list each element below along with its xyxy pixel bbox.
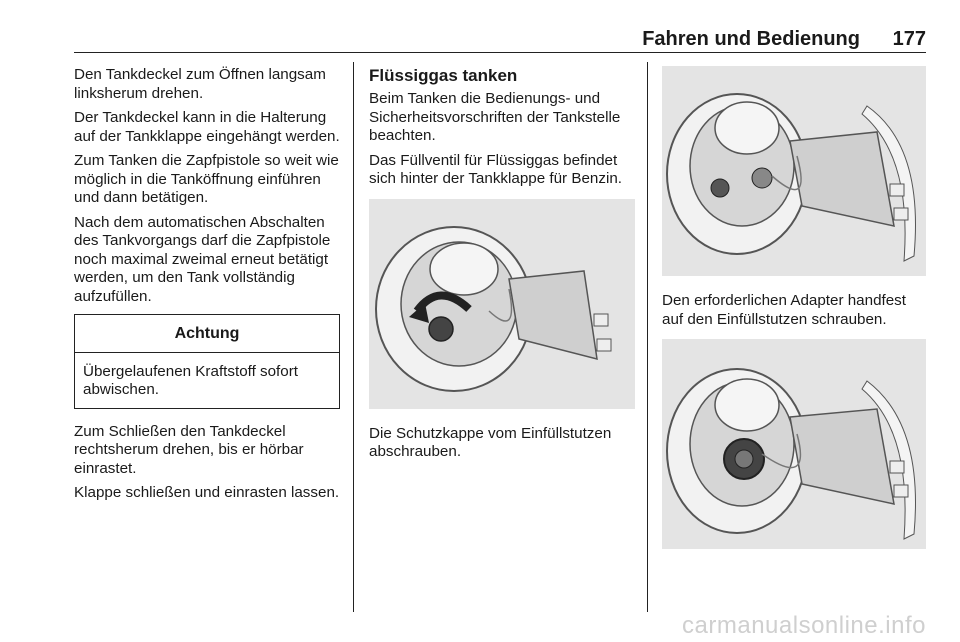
paragraph: Zum Schließen den Tankdeckel rechtsherum drehen, bis er hörbar einrastet. bbox=[74, 422, 304, 477]
column-divider-2 bbox=[647, 62, 648, 612]
figure-caption: Den erforderlichen Adapter handfest auf den Einfüllstutzen schrauben. bbox=[662, 292, 907, 328]
paragraph: Zum Tanken die Zapfpistole so weit wie möglich in die Tanköffnung einführen und dann betätigen. bbox=[74, 152, 339, 206]
paragraph: Der Tankdeckel kann in die Halterung auf der Tankklappe eingehängt werden. bbox=[74, 109, 340, 145]
paragraph: Nach dem automatischen Abschalten des Tankvorgangs darf die Zapfpistole noch maximal zweimal erneut betätigt werden, um den Tank vollständig aufzufüllen. bbox=[74, 213, 331, 305]
figure-adapter bbox=[662, 339, 926, 549]
figure-remove-cap bbox=[369, 199, 635, 409]
left-column bbox=[74, 66, 340, 509]
fuel-flap-cap-illustration bbox=[369, 199, 631, 409]
paragraph: Beim Tanken die Bedienungs- und Sicherheitsvorschriften der Tankstelle beachten. bbox=[369, 90, 621, 144]
section-heading: Flüssiggas tanken bbox=[369, 66, 518, 85]
paragraph: Klappe schließen und einrasten lassen. bbox=[74, 484, 340, 501]
page-header-title: Fahren und Bedienung bbox=[642, 28, 860, 50]
notice-text: Übergelaufenen Kraftstoff sofort abwischen. bbox=[83, 362, 299, 398]
adapter-mounted-illustration bbox=[662, 339, 926, 549]
watermark: carmanualsonline.info bbox=[682, 612, 926, 639]
paragraph: Den Tankdeckel zum Öffnen langsam linksherum drehen. bbox=[74, 66, 326, 102]
column-divider-1 bbox=[353, 62, 354, 612]
figure-filler-neck bbox=[662, 66, 926, 276]
header-rule bbox=[74, 52, 926, 53]
lpg-filler-neck-illustration bbox=[662, 66, 926, 276]
paragraph: Das Füllventil für Flüssiggas befindet sich hinter der Tankklappe für Benzin. bbox=[369, 151, 622, 187]
middle-column bbox=[369, 66, 635, 468]
right-column bbox=[662, 66, 926, 549]
notice-heading: Achtung bbox=[75, 315, 339, 353]
figure-caption: Die Schutzkappe vom Einfüllstutzen abschrauben. bbox=[369, 424, 612, 460]
notice-box bbox=[74, 314, 340, 409]
page-number: 177 bbox=[892, 28, 926, 50]
